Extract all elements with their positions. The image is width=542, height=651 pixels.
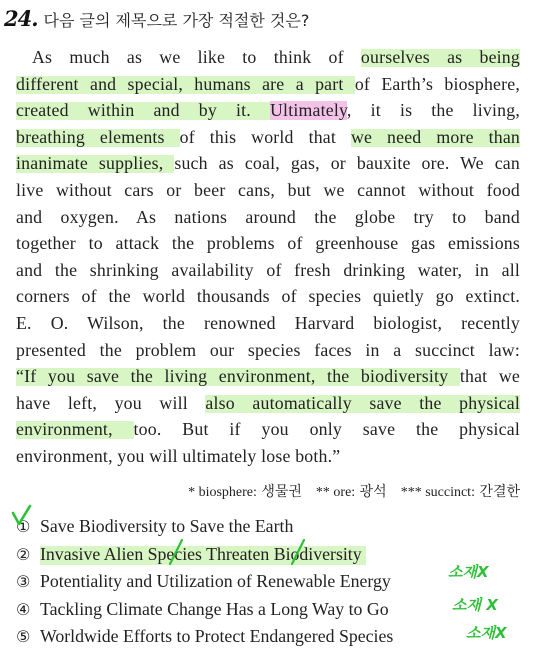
passage-line: “If you save the living environment, the biodiversity that we [16, 366, 520, 387]
strike-mark-icon [166, 538, 186, 566]
check-mark-icon [10, 504, 34, 530]
strike-mark-icon [288, 538, 308, 566]
option-number: ⑤ [16, 627, 31, 647]
passage-line: together to attack the problems of greenhouse gas emissions [16, 233, 520, 254]
passage-line: breathing elements of this world that we need more than [16, 126, 520, 147]
option-text: Potentiality and Utilization of Renewable Energy [40, 571, 391, 592]
question-number: 24. [4, 6, 38, 31]
option-number: ② [16, 544, 31, 564]
option-text: Tackling Climate Change Has a Long Way to Go [40, 598, 389, 619]
passage-line: E. O. Wilson, the renowned Harvard biologist, recently [16, 312, 520, 333]
passage-line: corners of the world thousands of species quietly go extinct. [16, 286, 520, 307]
passage-line: and the shrinking availability of fresh drinking water, in all [16, 259, 520, 280]
passage-line: different and special, humans are a part of Earth’s biosphere, [16, 73, 520, 94]
footnotes [188, 481, 520, 501]
option-5[interactable] [16, 623, 393, 651]
handwritten-note: 소재X [466, 624, 507, 642]
option-number: ③ [16, 572, 31, 592]
passage-line: and oxygen. As nations around the globe try to band [16, 206, 520, 227]
answer-options [16, 513, 393, 651]
question-prompt: 다음 글의 제목으로 가장 적절한 것은? [43, 11, 310, 30]
option-number: ① [16, 517, 31, 537]
option-text: Worldwide Efforts to Protect Endangered Species [40, 626, 394, 647]
passage-line: inanimate supplies, such as coal, gas, or bauxite ore. We can [16, 153, 520, 174]
passage-line: have left, you will also automatically save the physical [16, 392, 520, 413]
passage-line: created within and by it. Ultimately, it is the living, [16, 100, 520, 121]
passage-line: live without cars or beer cans, but we cannot without food [16, 179, 520, 200]
passage-line: As much as we like to think of ourselves as being [32, 47, 520, 67]
option-number: ④ [16, 599, 31, 619]
handwritten-note: 소재X [448, 563, 489, 581]
passage-line: presented the problem our species faces in a succinct law: [16, 339, 520, 360]
handwritten-note: 소재 X [452, 596, 498, 614]
option-text: Save Biodiversity to Save the Earth [40, 516, 294, 537]
footnote: * biosphere: 생물권 [188, 484, 302, 500]
passage-line: environment, you will ultimately lose both.” [16, 445, 341, 466]
passage-line: environment, too. But if you only save the physical [16, 419, 520, 440]
option-3[interactable] [16, 568, 393, 596]
footnote: *** succinct: 간결한 [400, 484, 520, 500]
option-2[interactable] [16, 541, 393, 569]
option-4[interactable] [16, 596, 393, 624]
footnote: ** ore: 광석 [315, 484, 387, 500]
option-1[interactable] [16, 513, 393, 541]
option-text: Invasive Alien Species Threaten Biodiversity [40, 544, 366, 565]
question-header [4, 6, 309, 31]
passage [16, 44, 520, 470]
